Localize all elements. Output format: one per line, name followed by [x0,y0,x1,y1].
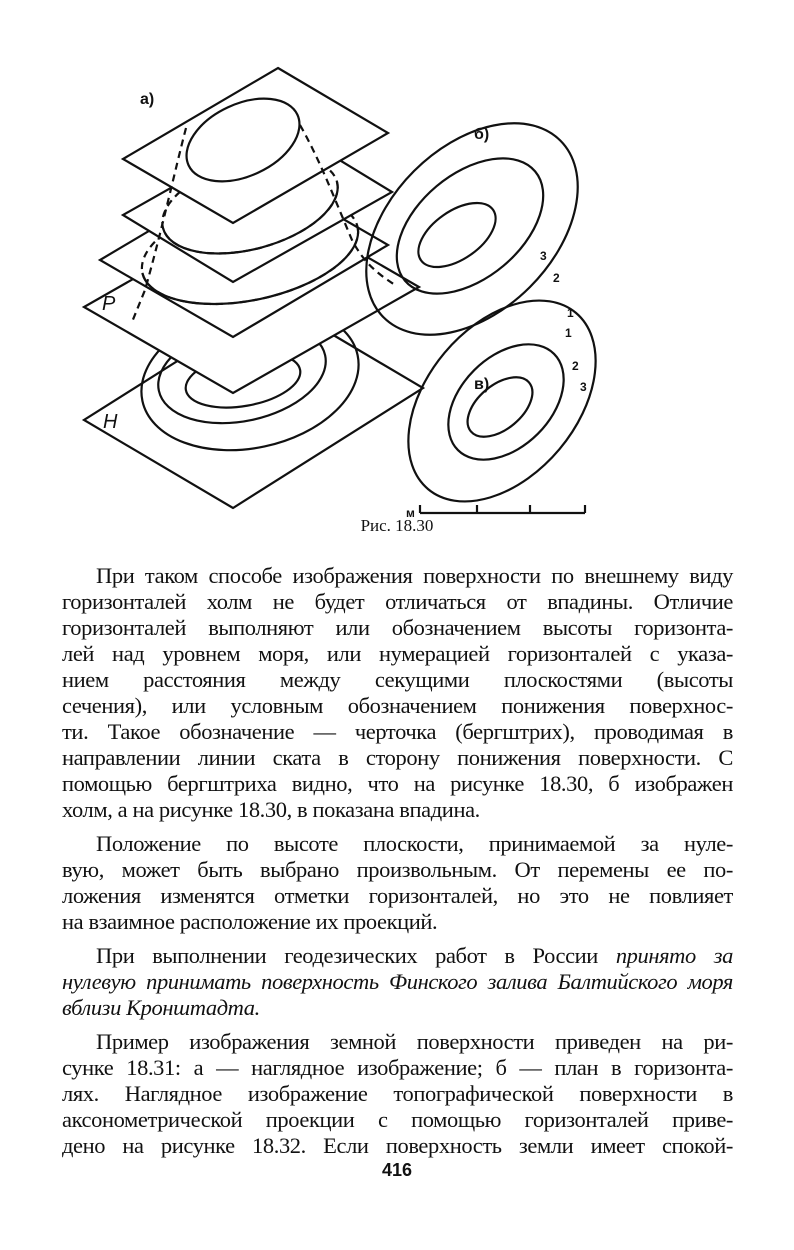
label-plane-p: P [102,293,116,315]
text-line: Положение по высоте плоскости, принимаемой за нуле- [96,831,733,856]
paragraph-2 [62,831,733,935]
text-line: вблизи Кронштадта. [62,995,260,1020]
label-v: в) [474,376,490,393]
scale-unit: м [406,506,415,520]
text-line: нулевую принимать поверхность Финского залива Балтийского моря [62,969,733,994]
text-line: ложения изменятся отметки горизонталей, но это не повлияет [62,883,733,908]
text-line: на взаимное расположение их проекций. [62,909,438,934]
text-line: горизонталей холм не будет отличаться от впадины. Отличие [62,589,733,614]
label-b: б) [474,126,490,143]
body-text [62,563,733,1167]
label-a: а) [140,91,155,108]
contour-label-2b: 2 [572,359,579,373]
figure-caption: Рис. 18.30 [360,516,434,535]
text-line: нием расстояния между секущими плоскостями (высоты [62,667,733,692]
text-line: горизонталей выполняют или обозначением высоты горизонта- [62,615,733,640]
text-italic: принято за [615,943,733,968]
text-line: направлении линии ската в сторону понижения поверхности. С [62,745,733,770]
text-line [62,943,733,969]
figure-18-30 [0,0,794,540]
page-number: 416 [381,1160,413,1180]
paragraph-1 [62,563,733,823]
paragraph-3 [62,943,733,1021]
text-line: ти. Такое обозначение — черточка (бергштрих), проводимая в [62,719,733,744]
text-line: аксонометрической проекции с помощью горизонталей приве- [62,1107,733,1132]
text-line: лях. Наглядное изображение топографической поверхности в [62,1081,733,1106]
text-normal: При выполнении геодезических работ в России [96,943,598,968]
text-line: вую, может быть выбрано произвольным. От перемены ее по- [62,857,733,882]
text-line: сунке 18.31: а — наглядное изображение; б — план в горизонта- [62,1055,733,1080]
text-line: холм, а на рисунке 18.30, в показана впадина. [62,797,480,822]
contour-label-1b: 1 [565,326,572,340]
contour-label-1: 1 [567,306,574,320]
contour-label-3b: 3 [580,380,587,394]
text-line: Пример изображения земной поверхности приведен на ри- [96,1029,733,1054]
paragraph-4 [62,1029,733,1159]
contour-label-2: 2 [553,271,560,285]
text-line: При таком способе изображения поверхности по внешнему виду [96,563,733,588]
text-line: помощью бергштриха видно, что на рисунке 18.30, б изображен [62,771,733,796]
text-line: сечения), или условным обозначением понижения поверхнос- [62,693,733,718]
text-line: лей над уровнем моря, или нумерацией горизонталей с указа- [62,641,733,666]
label-plane-h: H [103,411,118,433]
contour-label-3: 3 [540,249,547,263]
text-line: дено на рисунке 18.32. Если поверхность земли имеет спокой- [62,1133,733,1158]
contours-v [371,265,634,538]
scale-bar [420,505,585,513]
